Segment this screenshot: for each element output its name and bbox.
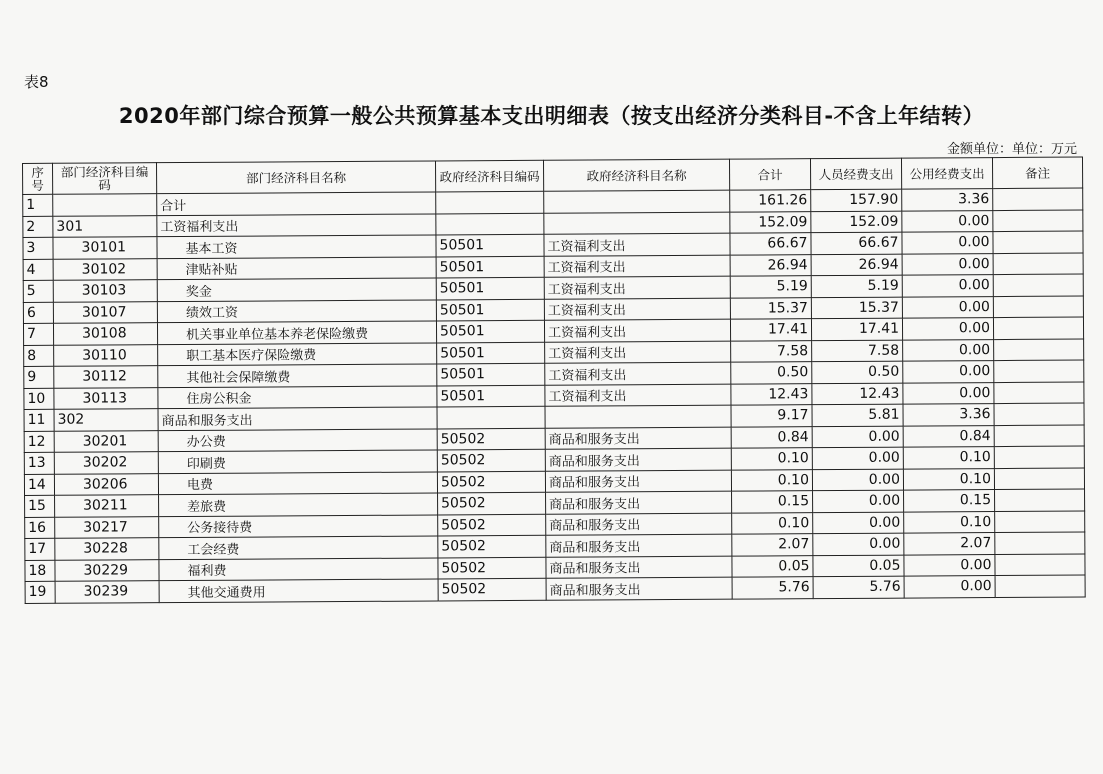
cell-dept-name: 其他交通费用 [159,579,438,602]
cell-dept-code: 30229 [55,559,159,581]
cell-gov-code: 50502 [437,428,545,450]
cell-personnel: 5.19 [811,275,902,297]
cell-dept-name: 商品和服务支出 [158,407,437,430]
cell-dept-code: 30102 [53,258,157,280]
cell-gov-code: 50501 [436,299,544,321]
cell-public: 0.00 [902,210,993,232]
cell-gov-name: 商品和服务支出 [546,534,732,557]
cell-dept-code: 30217 [55,516,159,538]
cell-dept-code: 30108 [53,323,157,345]
cell-public: 0.84 [903,425,994,447]
cell-total: 161.26 [730,190,811,212]
cell-total: 0.10 [732,512,813,534]
cell-seq: 17 [25,538,55,560]
cell-gov-name: 商品和服务支出 [545,470,731,493]
cell-gov-name: 商品和服务支出 [546,577,732,600]
cell-dept-name: 职工基本医疗保险缴费 [158,342,437,365]
cell-seq: 4 [23,259,53,281]
cell-remark [995,511,1085,533]
cell-total: 5.19 [730,276,811,298]
cell-remark [993,274,1083,296]
cell-dept-code: 30107 [53,301,157,323]
cell-gov-name: 工资福利支出 [544,233,730,256]
cell-remark [995,554,1085,576]
cell-remark [995,489,1085,511]
cell-gov-code: 50501 [436,277,544,299]
cell-dept-code: 30206 [54,473,158,495]
cell-gov-code: 50501 [437,363,545,385]
cell-personnel: 0.50 [812,361,903,383]
table-number: 表8 [24,73,49,91]
cell-public: 2.07 [904,533,995,555]
header-remark: 备注 [992,157,1082,189]
cell-gov-code: 50502 [438,578,546,600]
cell-seq: 10 [24,388,54,410]
header-total: 合计 [729,159,810,190]
header-dept-code: 部门经济科目编码 [53,163,157,195]
table-body [23,188,1085,603]
cell-remark [994,382,1084,404]
cell-gov-name: 工资福利支出 [544,298,730,321]
cell-seq: 9 [24,366,54,388]
cell-personnel: 0.00 [813,512,904,534]
cell-gov-name: 工资福利支出 [545,341,731,364]
cell-public: 0.00 [902,318,993,340]
cell-dept-name: 福利费 [159,557,438,580]
cell-dept-code: 30202 [54,452,158,474]
cell-gov-code: 50502 [437,471,545,493]
cell-seq: 14 [24,474,54,496]
cell-gov-code [436,213,544,235]
cell-public: 0.00 [903,361,994,383]
cell-personnel: 157.90 [811,189,902,211]
cell-seq: 2 [23,216,53,238]
cell-personnel: 7.58 [812,340,903,362]
cell-gov-code: 50501 [437,342,545,364]
cell-seq: 5 [23,280,53,302]
cell-gov-name [544,212,730,235]
cell-total: 152.09 [730,211,811,233]
cell-dept-code: 30211 [55,495,159,517]
cell-dept-code: 30112 [54,366,158,388]
cell-public: 0.10 [903,447,994,469]
cell-public: 0.00 [904,554,995,576]
cell-dept-code: 30228 [55,538,159,560]
cell-remark [994,425,1084,447]
cell-gov-code [436,191,544,213]
cell-total: 2.07 [732,534,813,556]
cell-remark [993,231,1083,253]
cell-seq: 18 [25,560,55,582]
cell-public: 0.10 [904,511,995,533]
cell-gov-code: 50502 [438,535,546,557]
cell-remark [993,210,1083,232]
cell-personnel: 66.67 [811,232,902,254]
cell-public: 0.00 [903,339,994,361]
cell-dept-name: 住房公积金 [158,385,437,408]
budget-detail-table [22,157,1086,604]
cell-dept-name: 电费 [158,471,437,494]
cell-gov-name: 工资福利支出 [544,255,730,278]
cell-personnel: 0.00 [812,447,903,469]
cell-personnel: 17.41 [811,318,902,340]
cell-personnel: 152.09 [811,211,902,233]
cell-dept-name: 津贴补贴 [157,256,436,279]
cell-public: 0.00 [903,382,994,404]
cell-remark [994,468,1084,490]
cell-gov-name: 工资福利支出 [545,384,731,407]
cell-gov-name: 商品和服务支出 [545,427,731,450]
cell-gov-name: 工资福利支出 [544,319,730,342]
cell-personnel: 0.05 [813,555,904,577]
cell-gov-code: 50502 [438,514,546,536]
cell-gov-code: 50501 [436,320,544,342]
cell-remark [994,403,1084,425]
header-public: 公用经费支出 [901,158,992,190]
cell-seq: 8 [24,345,54,367]
cell-gov-name [545,405,731,428]
cell-public: 0.00 [902,253,993,275]
cell-seq: 1 [23,194,53,216]
cell-public: 0.00 [902,275,993,297]
cell-gov-name: 工资福利支出 [544,276,730,299]
cell-seq: 15 [25,495,55,517]
cell-dept-code: 30113 [54,387,158,409]
cell-dept-name: 工资福利支出 [157,213,436,236]
cell-remark [995,532,1085,554]
cell-remark [993,296,1083,318]
cell-dept-name: 机关事业单位基本养老保险缴费 [157,321,436,344]
cell-gov-code: 50501 [437,385,545,407]
cell-gov-name: 商品和服务支出 [546,513,732,536]
cell-dept-name: 办公费 [158,428,437,451]
cell-gov-name [544,190,730,213]
cell-gov-code: 50502 [438,492,546,514]
cell-total: 0.50 [731,362,812,384]
cell-public: 0.00 [904,576,995,598]
cell-dept-code: 30201 [54,430,158,452]
cell-seq: 6 [23,302,53,324]
cell-remark [994,339,1084,361]
cell-remark [994,446,1084,468]
cell-personnel: 5.81 [812,404,903,426]
cell-seq: 19 [25,581,55,603]
cell-gov-code: 50501 [436,234,544,256]
cell-gov-code [437,406,545,428]
cell-dept-name: 奖金 [157,278,436,301]
cell-total: 9.17 [731,405,812,427]
cell-personnel: 5.76 [813,576,904,598]
cell-remark [993,253,1083,275]
header-dept-name: 部门经济科目名称 [157,161,436,194]
cell-dept-code [53,194,157,216]
amount-unit: 金额单位：单位：万元 [946,142,1077,157]
cell-gov-name: 商品和服务支出 [546,491,732,514]
cell-personnel: 0.00 [812,426,903,448]
cell-dept-name: 其他社会保障缴费 [158,364,437,387]
cell-total: 66.67 [730,233,811,255]
cell-total: 0.05 [732,555,813,577]
cell-personnel: 12.43 [812,383,903,405]
cell-total: 26.94 [730,254,811,276]
cell-gov-code: 50502 [438,557,546,579]
cell-gov-name: 商品和服务支出 [545,448,731,471]
cell-personnel: 0.00 [812,469,903,491]
cell-total: 5.76 [732,577,813,599]
cell-total: 15.37 [730,297,811,319]
cell-public: 0.00 [902,232,993,254]
cell-public: 0.15 [904,490,995,512]
cell-remark [994,360,1084,382]
header-personnel: 人员经费支出 [810,158,901,190]
cell-seq: 11 [24,409,54,431]
cell-personnel: 15.37 [811,297,902,319]
cell-dept-name: 合计 [157,192,436,215]
cell-total: 17.41 [730,319,811,341]
table-wrapper [22,157,1085,604]
cell-gov-code: 50501 [436,256,544,278]
cell-dept-code: 30239 [55,581,159,603]
cell-gov-code: 50502 [437,449,545,471]
cell-dept-code: 30101 [53,237,157,259]
cell-total: 0.10 [731,448,812,470]
page-title: 2020年部门综合预算一般公共预算基本支出明细表（按支出经济分类科目-不含上年结转） [118,104,985,128]
cell-public: 0.00 [902,296,993,318]
cell-dept-code: 30103 [53,280,157,302]
cell-public: 0.10 [903,468,994,490]
header-gov-name: 政府经济科目名称 [543,159,729,191]
cell-dept-code: 301 [53,215,157,237]
cell-remark [995,575,1085,597]
cell-personnel: 0.00 [813,533,904,555]
cell-dept-name: 工会经费 [159,536,438,559]
cell-dept-code: 302 [54,409,158,431]
cell-seq: 16 [25,517,55,539]
cell-seq: 13 [24,452,54,474]
cell-public: 3.36 [903,404,994,426]
cell-total: 12.43 [731,383,812,405]
cell-gov-name: 工资福利支出 [545,362,731,385]
cell-remark [993,317,1083,339]
cell-seq: 3 [23,237,53,259]
cell-dept-name: 印刷费 [158,450,437,473]
header-seq: 序号 [23,163,53,194]
cell-gov-name: 商品和服务支出 [546,556,732,579]
cell-dept-name: 基本工资 [157,235,436,258]
cell-total: 7.58 [731,340,812,362]
cell-seq: 12 [24,431,54,453]
cell-remark [993,188,1083,210]
cell-personnel: 26.94 [811,254,902,276]
cell-dept-code: 30110 [54,344,158,366]
cell-total: 0.15 [732,491,813,513]
cell-total: 0.84 [731,426,812,448]
cell-dept-name: 差旅费 [159,493,438,516]
cell-dept-name: 绩效工资 [157,299,436,322]
cell-seq: 7 [23,323,53,345]
cell-public: 3.36 [902,189,993,211]
cell-dept-name: 公务接待费 [159,514,438,537]
cell-personnel: 0.00 [813,490,904,512]
cell-total: 0.10 [731,469,812,491]
header-gov-code: 政府经济科目编码 [435,160,543,192]
